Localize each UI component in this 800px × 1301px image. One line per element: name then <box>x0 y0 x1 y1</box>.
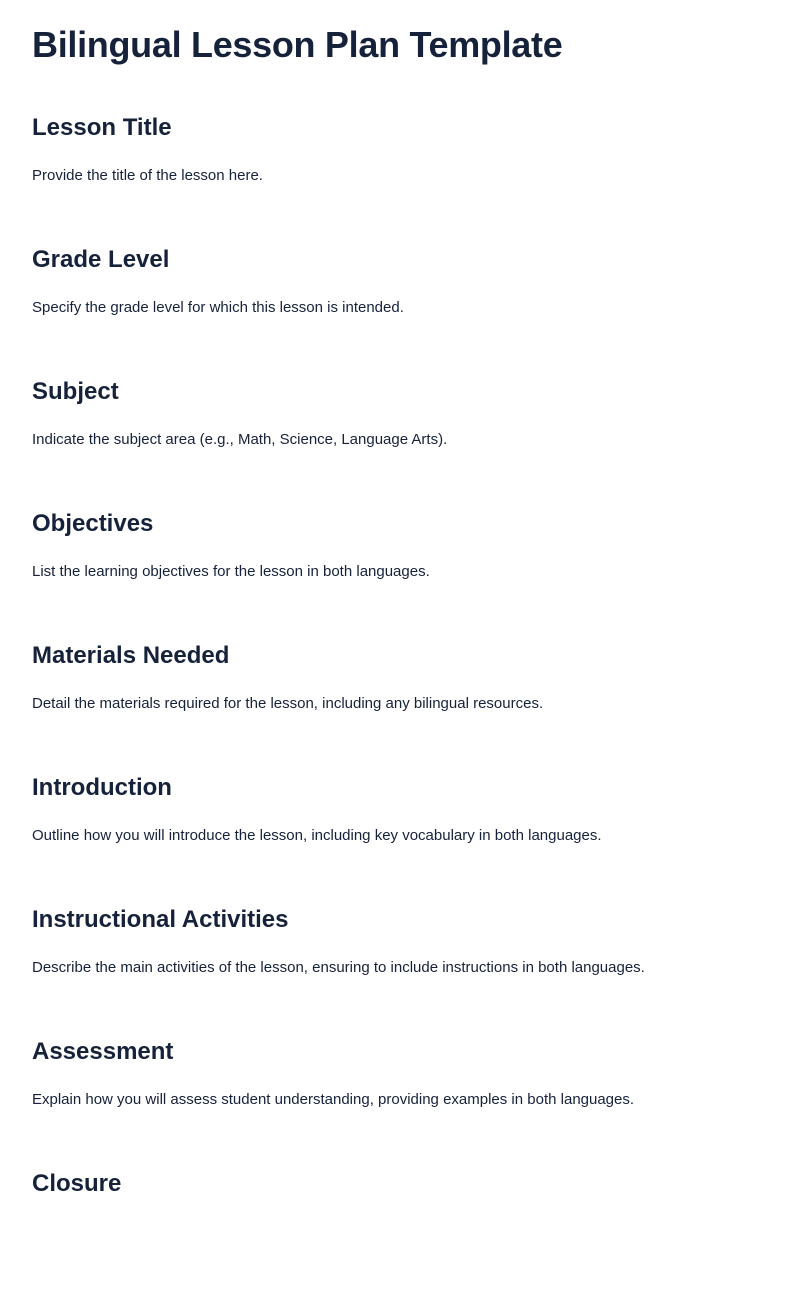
document <box>32 24 768 1301</box>
section-heading: Closure <box>32 1170 122 1197</box>
section-description: Outline how you will introduce the lesson, including key vocabulary in both languages. <box>32 827 602 844</box>
section-list <box>32 113 768 1301</box>
section-subject <box>32 377 768 509</box>
section-description: Provide the title of the lesson here. <box>32 167 263 184</box>
section-objectives <box>32 509 768 641</box>
section-description: Explain how you will assess student understanding, providing examples in both languages. <box>32 1091 635 1108</box>
section-description: Specify the grade level for which this lesson is intended. <box>32 299 404 316</box>
section-heading: Lesson Title <box>32 114 172 141</box>
section-grade-level <box>32 245 768 377</box>
section-heading: Assessment <box>32 1038 174 1065</box>
section-heading: Materials Needed <box>32 642 230 669</box>
section-introduction <box>32 773 768 905</box>
section-description: Indicate the subject area (e.g., Math, Science, Language Arts). <box>32 431 448 448</box>
section-heading: Instructional Activities <box>32 906 289 933</box>
section-closure <box>32 1169 768 1301</box>
section-description: List the learning objectives for the lesson in both languages. <box>32 563 430 580</box>
document-title: Bilingual Lesson Plan Template <box>32 24 563 65</box>
section-description: Describe the main activities of the lesson, ensuring to include instructions in both languages. <box>32 959 645 976</box>
section-heading: Grade Level <box>32 246 170 273</box>
section-instructional-activities <box>32 905 768 1037</box>
section-heading: Subject <box>32 378 119 405</box>
section-lesson-title <box>32 113 768 245</box>
section-heading: Introduction <box>32 774 172 801</box>
section-heading: Objectives <box>32 510 154 537</box>
section-assessment <box>32 1037 768 1169</box>
section-description: Detail the materials required for the lesson, including any bilingual resources. <box>32 695 544 712</box>
section-materials-needed <box>32 641 768 773</box>
